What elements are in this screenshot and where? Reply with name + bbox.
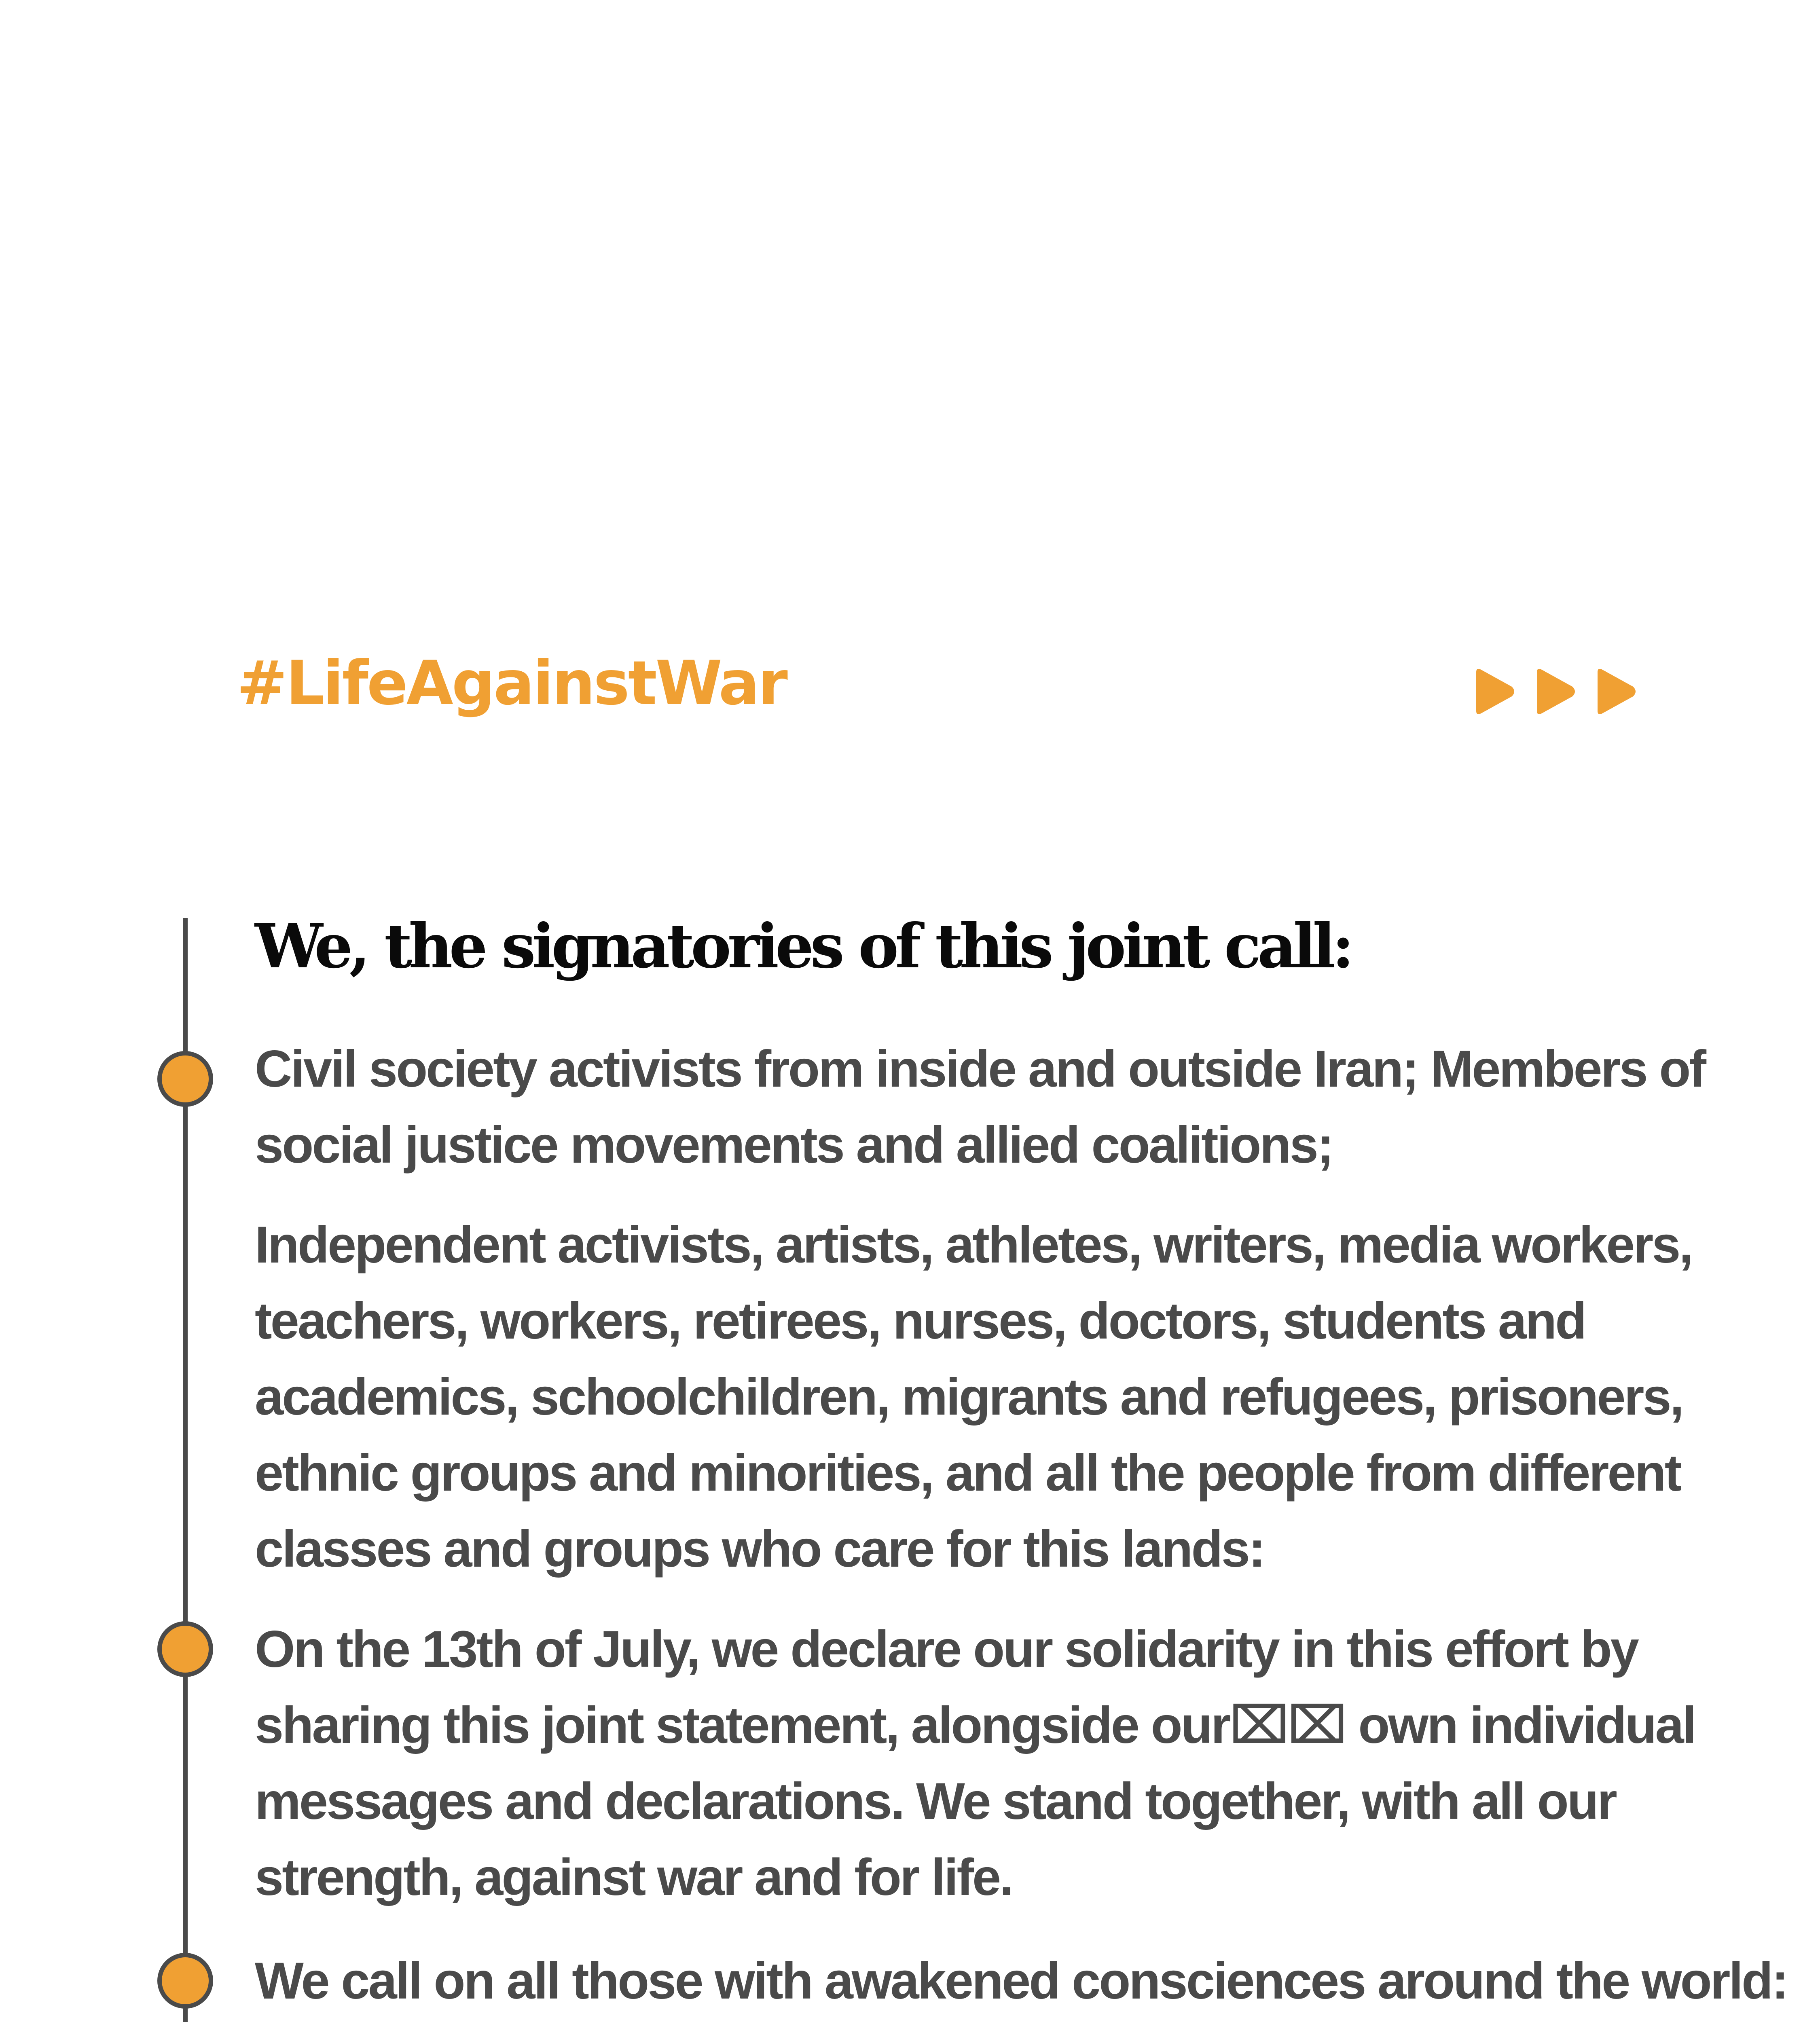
paragraph-line: On the 13th of July, we declare our solidarity in this effort by (255, 1620, 1638, 1678)
paragraph-line: teachers, workers, retirees, nurses, doctors, students and (255, 1292, 1585, 1350)
paragraph-line: classes and groups who care for this lands: (255, 1520, 1264, 1578)
paragraph-line: ethnic groups and minorities, and all the people from different (255, 1444, 1680, 1502)
header-hashtag: #LifeAgainstWar (237, 648, 786, 719)
timeline-node-icon (157, 1953, 213, 2009)
paragraph-line: academics, schoolchildren, migrants and refugees, prisoners, (255, 1368, 1683, 1426)
paragraph-line: We call on all those with awakened consciences around the world: (255, 1952, 1787, 2010)
paragraph-line: Independent activists, artists, athletes, writers, media workers, (255, 1216, 1692, 1274)
paragraph-signatories (255, 1031, 1727, 1183)
statement-heading: We, the signatories of this joint call: (255, 911, 1351, 982)
triple-right-arrows-icon (1476, 667, 1646, 716)
paragraph-line: strength, against war and for life. (255, 1849, 1012, 1906)
paragraph-line: sharing this joint statement, alongside our⌧⌧ own individual (255, 1696, 1695, 1754)
paragraph-line: Civil society activists from inside and outside Iran; Members of (255, 1040, 1705, 1098)
paragraph-call (255, 1943, 1787, 2019)
paragraph-line: messages and declarations. We stand together, with all our (255, 1772, 1616, 1830)
timeline-node-icon (157, 1051, 213, 1107)
timeline-node-icon (157, 1621, 213, 1677)
paragraph-line: social justice movements and allied coalitions; (255, 1116, 1333, 1174)
paragraph-independent-activists (255, 1207, 1727, 1587)
paragraph-solidarity (255, 1612, 1727, 1916)
